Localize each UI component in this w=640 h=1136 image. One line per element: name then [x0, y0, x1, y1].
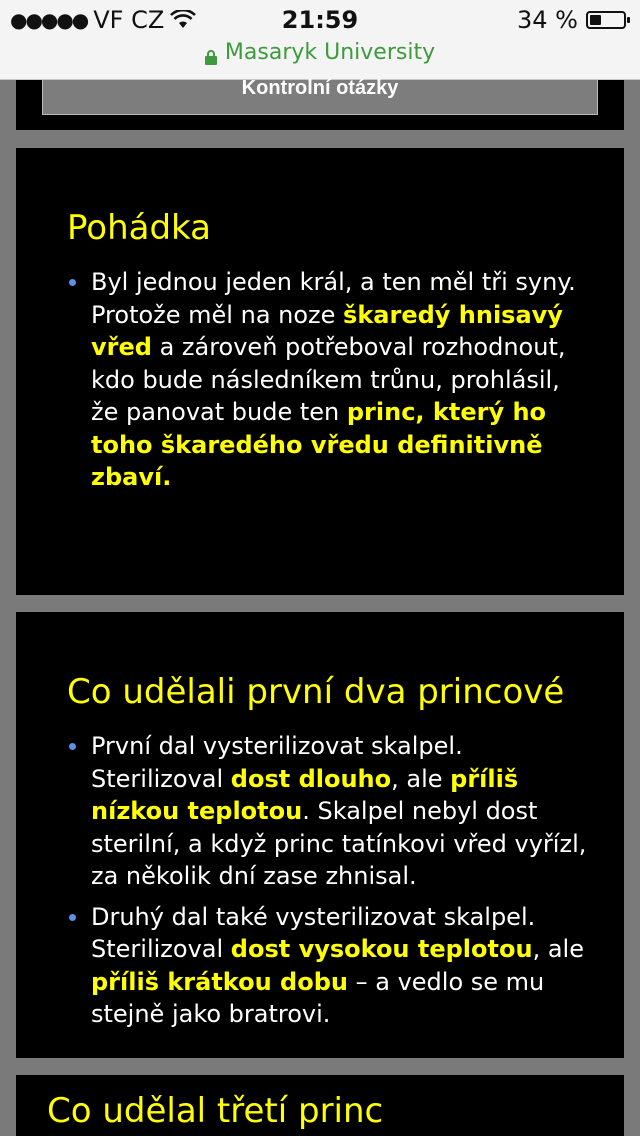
- carrier-label: VF CZ: [93, 6, 165, 34]
- battery-icon: [586, 11, 626, 29]
- bullet-text: – a vedlo se mu stejně jako bratrovi.: [91, 967, 545, 1028]
- slide-title: Pohádka: [67, 208, 211, 248]
- bullet-text: . Skalpel nebyl dost sterilní, a když princ tatínkovi vřed vyřízl, za několik dní zase zhnisal.: [91, 797, 587, 890]
- status-right: [517, 6, 626, 34]
- status-bar: [0, 0, 640, 80]
- bullet-text: a zároveň potřeboval rozhodnout, kdo bude následníkem trůnu, prohlásil, že panovat bude ten: [91, 333, 566, 426]
- bullet-item: [67, 730, 587, 893]
- slide-bullets: [67, 730, 587, 1039]
- signal-dots-icon: ●●●●●: [10, 8, 88, 32]
- site-name: Masaryk University: [224, 40, 436, 65]
- highlighted-text: příliš nízkou teplotou: [91, 764, 519, 825]
- kontrolni-otazky-label: Kontrolní otázky: [241, 77, 399, 99]
- address-bar[interactable]: [0, 40, 640, 65]
- bullet-text: První dal vysterilizovat skalpel. Sterilizoval: [91, 732, 463, 793]
- highlighted-text: princ, který ho toho škaredého vředu definitivně zbaví.: [91, 398, 547, 491]
- bullet-item: [67, 901, 587, 1031]
- clock: 21:59: [281, 6, 359, 34]
- slide-title: Co udělal třetí princ: [47, 1091, 384, 1131]
- bullet-text: Byl jednou jeden král, a ten měl tři syny. Protože měl na noze: [91, 268, 576, 329]
- battery-percent: 34 %: [517, 6, 578, 34]
- bullet-text: , ale: [391, 764, 451, 793]
- slide-bullets: [67, 266, 587, 502]
- slide-pohadka: [16, 148, 624, 595]
- highlighted-text: příliš krátkou dobu: [91, 967, 348, 996]
- bullet-text: Druhý dal také vysterilizovat skalpel. Sterilizoval: [91, 902, 536, 963]
- slide-prvni-dva-princove: [16, 612, 624, 1058]
- slide-title: Co udělali první dva princové: [67, 672, 565, 712]
- bullet-item: [67, 266, 587, 494]
- slide-treti-princ: [16, 1075, 624, 1136]
- bullet-text: , ale: [532, 935, 584, 963]
- highlighted-text: škaredý hnisavý vřed: [91, 300, 563, 361]
- battery-fill: [590, 15, 601, 25]
- kontrolni-otazky-button[interactable]: [42, 77, 598, 115]
- lock-icon: [205, 46, 217, 60]
- highlighted-text: dost dlouho: [230, 764, 392, 793]
- highlighted-text: dost vysokou teplotou: [230, 935, 533, 963]
